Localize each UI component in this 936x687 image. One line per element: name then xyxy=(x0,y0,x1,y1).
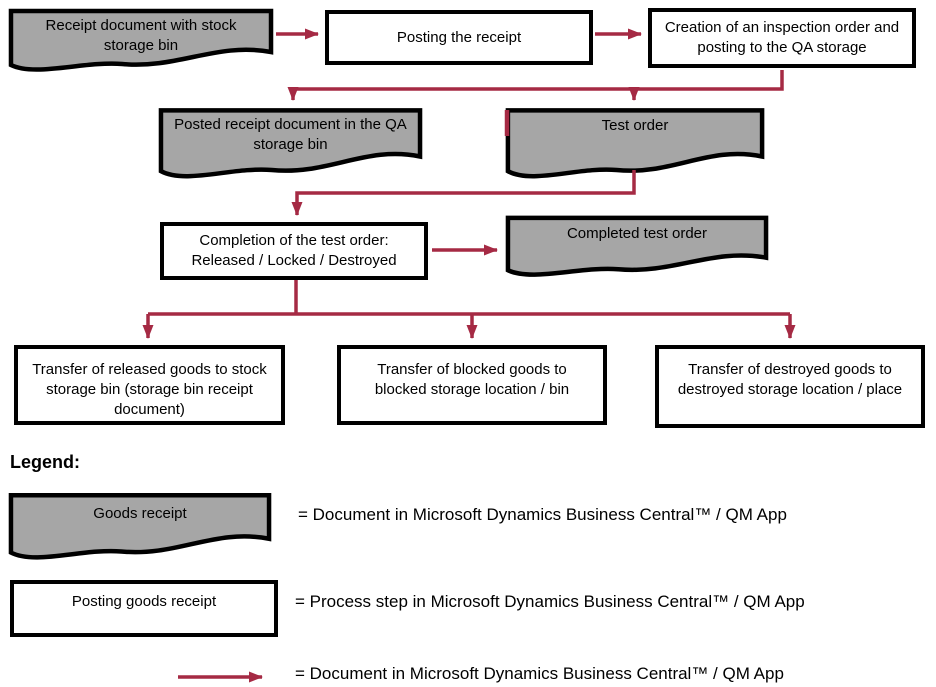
node-label: Completed test order xyxy=(566,225,708,242)
node-label: Posted receipt document in the QA storage bin xyxy=(174,116,407,153)
legend-process-symbol xyxy=(10,580,278,637)
legend-meaning-process-step: = Process step in Microsoft Dynamics Business Central™ / QM App xyxy=(295,592,805,611)
arrow-creation-to-posted-receipt xyxy=(293,70,782,100)
node-creation-inspection-order xyxy=(648,8,916,68)
node-transfer-released-goods xyxy=(14,345,285,425)
node-transfer-destroyed-goods xyxy=(655,345,925,428)
node-label: Creation of an inspection order and posting to the QA storage xyxy=(664,19,900,56)
node-label: Transfer of destroyed goods to destroyed storage location / place xyxy=(677,361,903,398)
node-completion-test-order xyxy=(160,222,428,280)
node-posting-receipt xyxy=(325,10,593,65)
node-label: Posting the receipt xyxy=(396,28,522,46)
legend-meaning-arrow: = Document in Microsoft Dynamics Business Central™ / QM App xyxy=(295,664,784,683)
node-receipt-document xyxy=(8,8,274,72)
node-label: Test order xyxy=(601,117,669,134)
legend-document-symbol xyxy=(8,492,272,560)
node-test-order xyxy=(505,107,765,179)
legend-symbol-label: Goods receipt xyxy=(93,505,187,522)
node-label: Receipt document with stock storage bin xyxy=(45,17,237,54)
node-completed-test-order xyxy=(505,215,769,277)
node-label: Transfer of blocked goods to blocked storage location / bin xyxy=(374,361,570,398)
node-posted-receipt-document xyxy=(158,107,423,179)
node-label: Transfer of released goods to stock storage bin (storage bin receipt document) xyxy=(32,361,267,418)
legend-symbol-label: Posting goods receipt xyxy=(71,593,217,610)
legend-title: Legend: xyxy=(10,452,80,472)
node-transfer-blocked-goods xyxy=(337,345,607,425)
legend-meaning-document: = Document in Microsoft Dynamics Business Central™ / QM App xyxy=(298,505,787,524)
node-label: Completion of the test order: Released / Locked / Destroyed xyxy=(191,232,397,269)
